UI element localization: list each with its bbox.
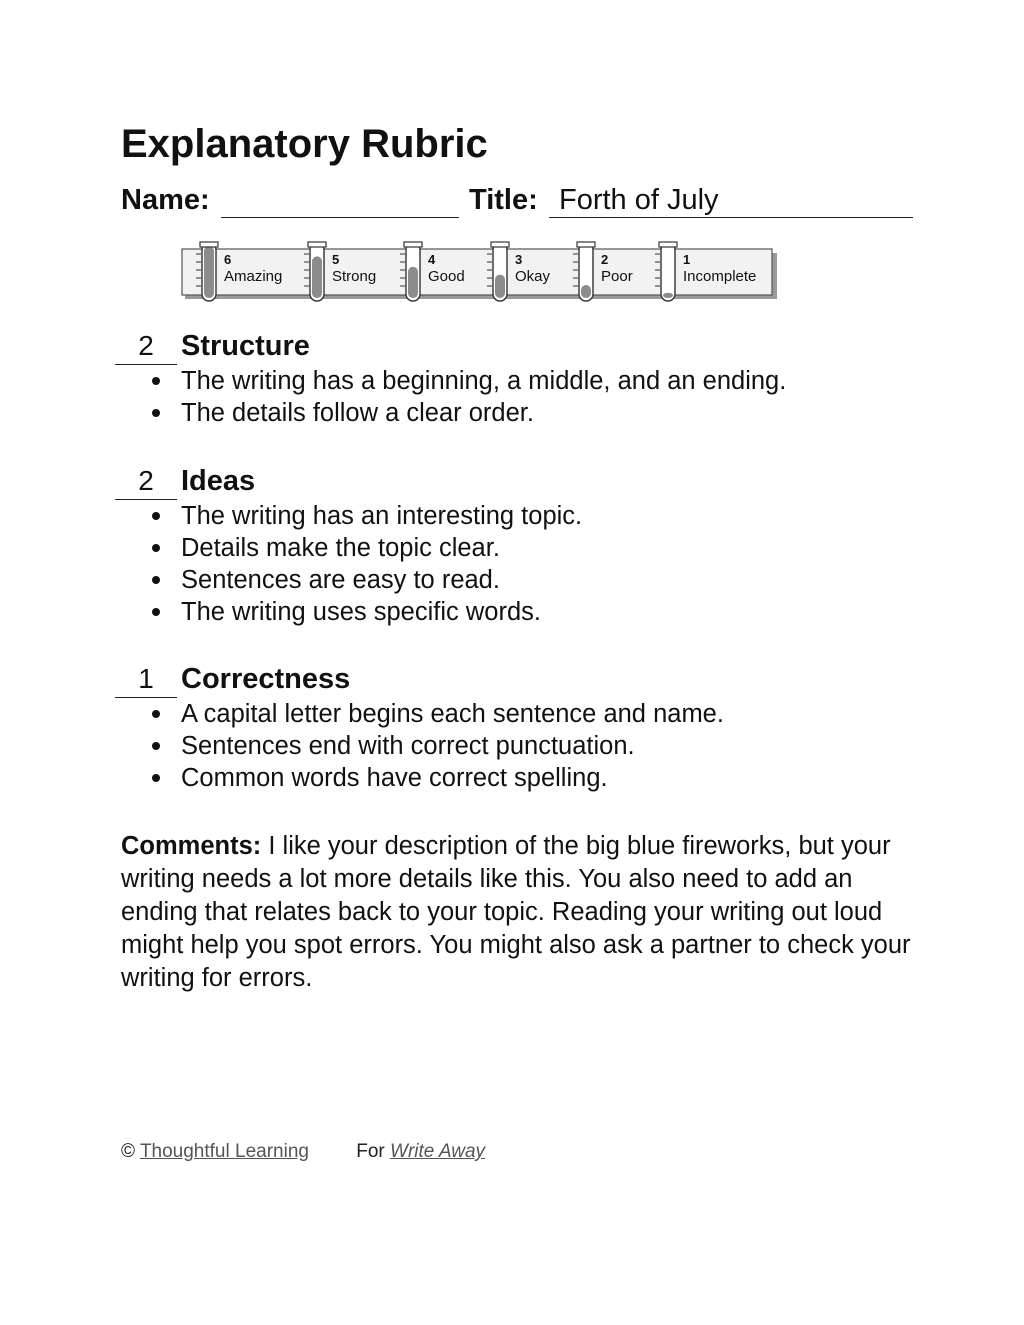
scale-number: 1 <box>683 252 691 267</box>
criteria-item <box>181 500 582 532</box>
bullet-icon <box>152 544 160 552</box>
publisher-link[interactable]: Thoughtful Learning <box>139 1141 309 1162</box>
title-field[interactable] <box>549 182 913 218</box>
section-heading: Correctness <box>181 663 351 695</box>
criteria-item <box>181 730 724 762</box>
scale-label: Good <box>428 268 465 285</box>
bullet-icon <box>152 608 160 616</box>
book-link[interactable]: Write Away <box>390 1141 486 1162</box>
criteria-item <box>181 698 724 730</box>
criteria-text: Sentences are easy to read. <box>181 566 500 594</box>
scale-label: Poor <box>601 268 633 285</box>
tube-fill <box>312 256 322 298</box>
bullet-icon <box>152 774 160 782</box>
bullet-icon <box>152 710 160 718</box>
criteria-item <box>181 762 724 794</box>
scale-number: 2 <box>601 252 609 267</box>
for-label: For <box>356 1141 385 1162</box>
rating-scale <box>180 240 780 306</box>
criteria-list <box>181 500 582 628</box>
scale-number: 4 <box>428 252 436 267</box>
name-label: Name: <box>121 184 210 216</box>
criteria-text: The writing has an interesting topic. <box>181 502 583 530</box>
section-heading: Structure <box>181 330 310 362</box>
criteria-list <box>181 365 786 429</box>
criteria-item <box>181 596 582 628</box>
bullet-icon <box>152 512 160 520</box>
comments-text: I like your description of the big blue fireworks, but your writing needs a lot more details like this. You also need to add an ending that relates back to your topic. Reading your writing out loud might help you spot errors. You might also ask a partner to check your writing for errors. <box>121 832 911 992</box>
criteria-list <box>181 698 724 794</box>
criteria-item <box>181 532 582 564</box>
comments <box>121 830 911 995</box>
tube-fill <box>204 246 214 298</box>
criteria-text: Sentences end with correct punctuation. <box>181 732 635 760</box>
name-field[interactable] <box>221 182 459 218</box>
footer <box>121 1140 485 1164</box>
tube-fill <box>408 267 418 298</box>
score-field[interactable]: 2 <box>115 465 177 500</box>
tube-fill <box>495 275 505 298</box>
score-field[interactable]: 1 <box>115 663 177 698</box>
criteria-text: The writing has a beginning, a middle, and an ending. <box>181 367 787 395</box>
criteria-text: A capital letter begins each sentence and name. <box>181 700 724 728</box>
criteria-text: Common words have correct spelling. <box>181 764 608 792</box>
bullet-icon <box>152 742 160 750</box>
title-label: Title: <box>469 184 538 216</box>
scale-label: Okay <box>515 268 551 285</box>
tube-fill <box>581 285 591 298</box>
score-field[interactable]: 2 <box>115 330 177 365</box>
scale-label: Amazing <box>224 268 283 285</box>
scale-label: Incomplete <box>683 268 757 285</box>
scale-number: 3 <box>515 252 523 267</box>
criteria-text: The writing uses specific words. <box>181 598 541 626</box>
criteria-item <box>181 564 582 596</box>
bullet-icon <box>152 377 160 385</box>
comments-label: Comments: <box>121 832 262 860</box>
bullet-icon <box>152 409 160 417</box>
copyright-symbol: © <box>121 1141 135 1162</box>
bullet-icon <box>152 576 160 584</box>
scale-number: 5 <box>332 252 340 267</box>
criteria-text: The details follow a clear order. <box>181 399 534 427</box>
criteria-item <box>181 397 786 429</box>
scale-number: 6 <box>224 252 232 267</box>
section-heading: Ideas <box>181 465 256 497</box>
page-title: Explanatory Rubric <box>121 122 488 166</box>
tube-fill <box>663 293 673 298</box>
scale-label: Strong <box>332 268 377 285</box>
header-row <box>121 182 913 222</box>
criteria-item <box>181 365 786 397</box>
title-value: Forth of July <box>559 184 719 216</box>
criteria-text: Details make the topic clear. <box>181 534 500 562</box>
